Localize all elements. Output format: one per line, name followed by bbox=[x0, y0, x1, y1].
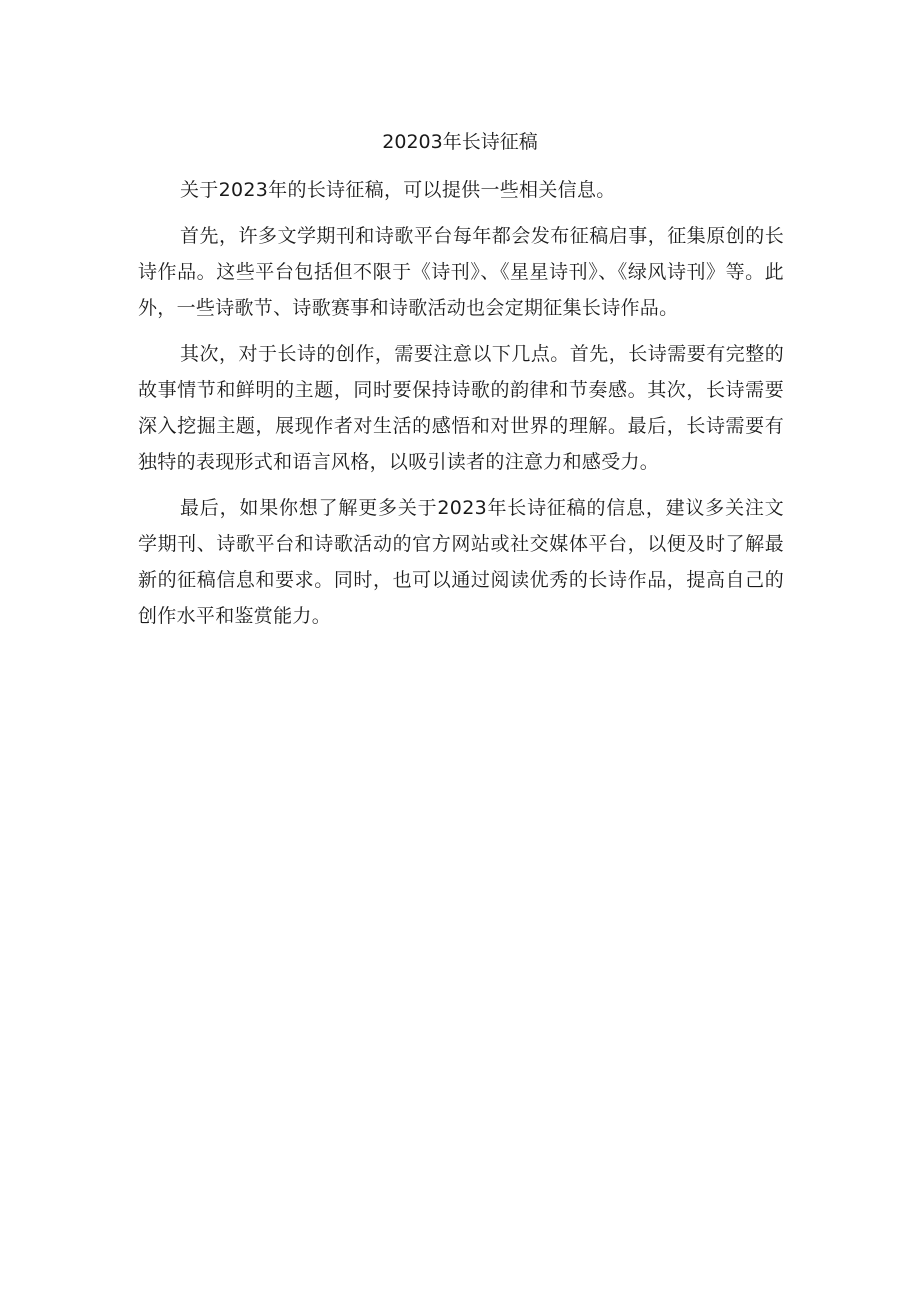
document-body bbox=[138, 172, 784, 644]
paragraph-second: 其次，对于长诗的创作，需要注意以下几点。首先，长诗需要有完整的故事情节和鲜明的主题，同时要保持诗歌的韵律和节奏感。其次，长诗需要深入挖掘主题，展现作者对生活的感悟和对世界的理解。最后，长诗需要有独特的表现形式和语言风格，以吸引读者的注意力和感受力。 bbox=[138, 343, 784, 473]
paragraph-last: 最后，如果你想了解更多关于2023年长诗征稿的信息，建议多关注文学期刊、诗歌平台和诗歌活动的官方网站或社交媒体平台，以便及时了解最新的征稿信息和要求。同时，也可以通过阅读优秀的长诗作品，提高自己的创作水平和鉴赏能力。 bbox=[138, 497, 784, 627]
paragraph-intro: 关于2023年的长诗征稿，可以提供一些相关信息。 bbox=[180, 179, 616, 201]
document-title: 20203年长诗征稿 bbox=[382, 131, 538, 153]
paragraph-first: 首先，许多文学期刊和诗歌平台每年都会发布征稿启事，征集原创的长诗作品。这些平台包括但不限于《诗刊》、《星星诗刊》、《绿风诗刊》等。此外，一些诗歌节、诗歌赛事和诗歌活动也会定期征集长诗作品。 bbox=[138, 225, 784, 319]
